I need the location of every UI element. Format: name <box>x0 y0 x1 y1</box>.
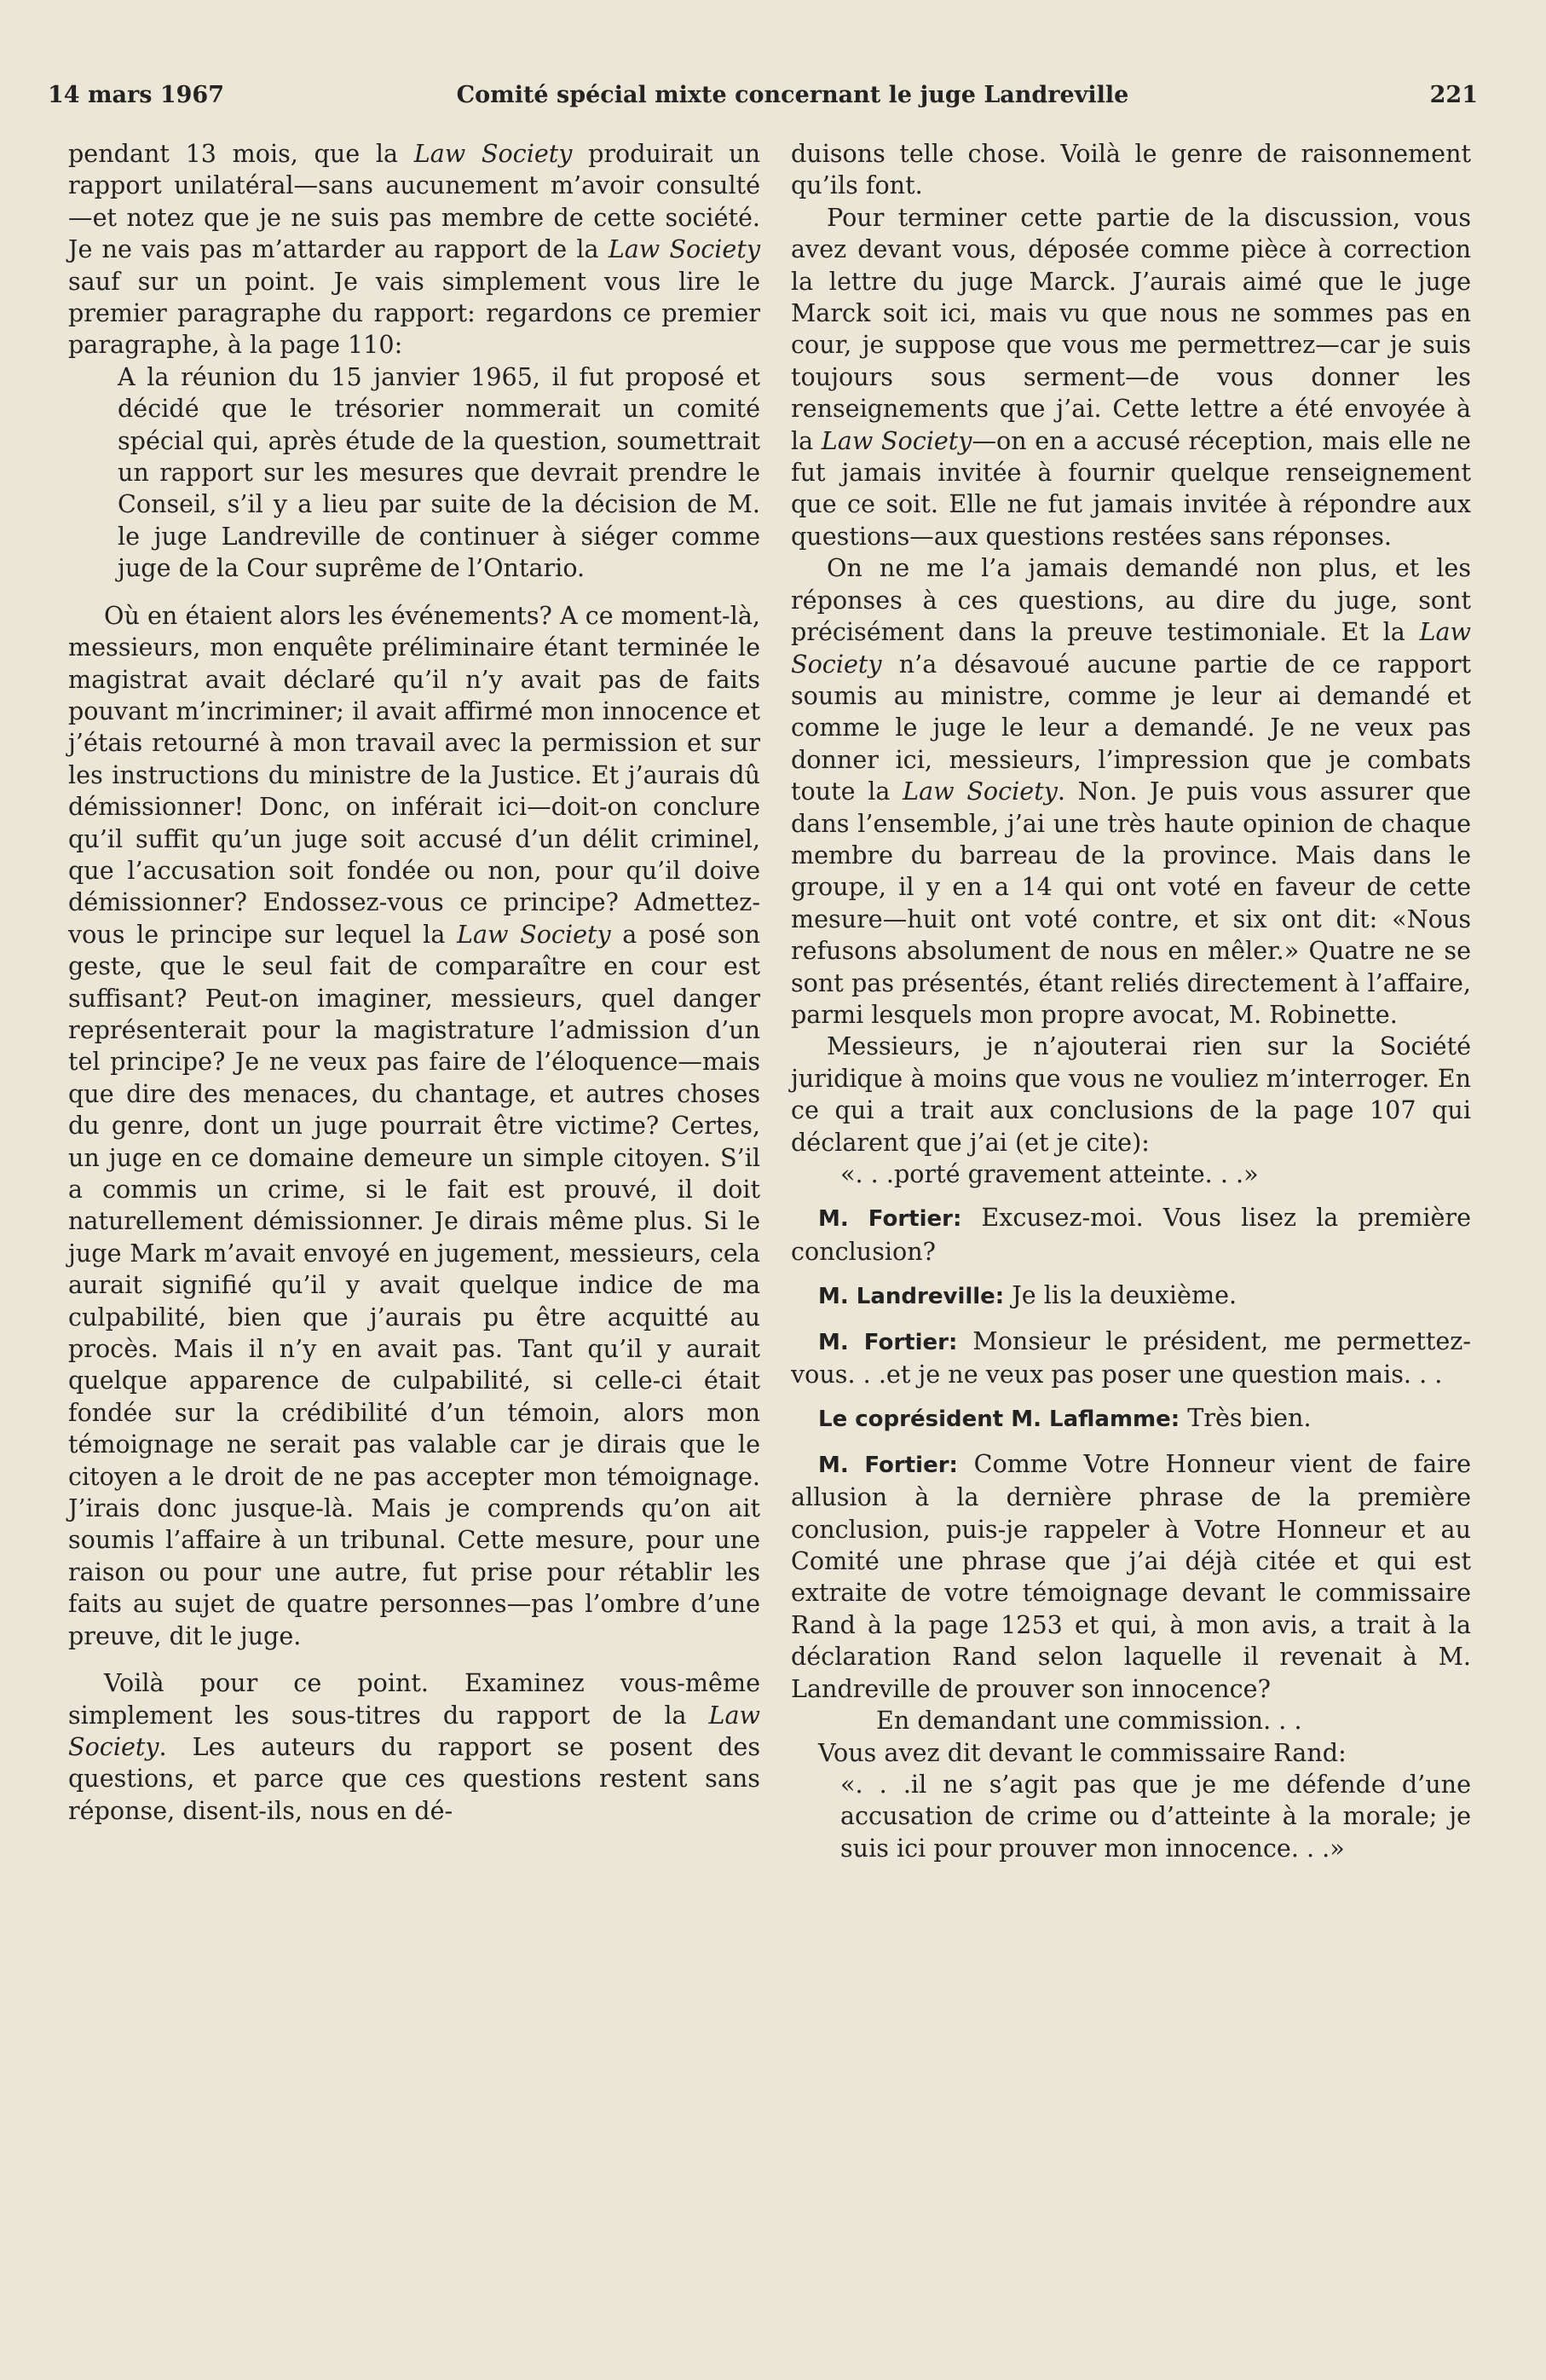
paragraph: Pour terminer cette partie de la discussion, vous avez devant vous, déposée comme pièce à correction la lettre du juge Marck. J’aurais aimé que le juge Marck soit ici, mais vu que nous ne sommes pas en cour, je suppose que vous me permettrez—car je suis toujours sous serment—de vous donner les renseignements que j’ai. Cette lettre a été envoyée à la Law Society—on en a accusé réception, mais elle ne fut jamais invitée à fournir quelque renseignement que ce soit. Elle ne fut jamais invitée à répondre aux questions—aux questions restées sans réponses. <box>791 202 1471 551</box>
block-quote: «. . .porté gravement atteinte. . .» <box>840 1159 1259 1188</box>
block-quote: «. . .il ne s’agit pas que je me défende d’une accusation de crime ou d’atteinte à la morale; je suis ici pour prouver mon innocence. . .» <box>840 1769 1471 1863</box>
speaker-name: M. Fortier: <box>818 1206 962 1233</box>
speaker-name: M. Fortier: <box>818 1452 958 1478</box>
paragraph: Où en étaient alors les événements? A ce moment-là, messieurs, mon enquête préliminaire étant terminée le magistrat avait déclaré qu’il n’y avait pas de faits pouvant m’incriminer; il avait affirmé mon innocence et j’étais retourné à mon travail avec la permission et sur les instructions du ministre de la Justice. Et j’aurais dû démissionner! Donc, on inférait ici—doit-on conclure qu’il suffit qu’un juge soit accusé d’un délit criminel, que l’accusation soit fondée ou non, pour qu’il doive démissionner? Endossez-vous ce principe? Admettez-vous le principe sur lequel la Law Society a posé son geste, que le seul fait de comparaître en cour est suffisant? Peut-on imaginer, messieurs, quel danger représenterait pour la magistrature l’admission d’un tel principe? Je ne veux pas faire de l’éloquence—mais que dire des menaces, du chantage, et autres choses du genre, dont un juge pourrait être victime? Certes, un juge en ce domaine demeure un simple citoyen. S’il a commis un crime, si le fait est prouvé, il doit naturellement démissionner. Je dirais même plus. Si le juge Mark m’avait envoyé en jugement, messieurs, cela aurait signifié qu’il y avait quelque indice de ma culpabilité, bien que j’aurais pu être acquitté au procès. Mais il n’y en avait pas. Tant qu’il y aurait quelque apparence de culpabilité, si celle-ci était fondée sur la crédibilité d’un témoin, alors mon témoignage ne serait pas valable car je dirais que le citoyen a le droit de ne pas accepter mon témoignage. J’irais donc jusque-là. Mais je comprends qu’on ait soumis l’affaire à un tribunal. Cette mesure, pour une raison ou pour une autre, fut prise pour rétablir les faits au sujet de quatre personnes—pas l’ombre d’une preuve, dit le juge. <box>68 600 761 1650</box>
paragraph: Voilà pour ce point. Examinez vous-même simplement les sous-titres du rapport de la Law Society. Les auteurs du rapport se posent des questions, et parce que ces questions restent sans réponse, disent-ils, nous en dé- <box>68 1668 760 1825</box>
speech-laflamme: Le coprésident M. Laflamme: Très bien. <box>818 1403 1312 1433</box>
right-column <box>791 138 1471 1864</box>
speech-fortier-3: M. Fortier: Comme Votre Honneur vient de faire allusion à la dernière phrase de la première conclusion, puis-je rappeler à Votre Honneur et au Comité une phrase que j’ai déjà citée et qui est extraite de votre témoignage devant le commissaire Rand à la page 1253 et qui, à mon avis, a trait à la déclaration Rand selon laquelle il revenait à M. Landreville de prouver son innocence? <box>791 1448 1472 1703</box>
speech-landreville: M. Landreville: Je lis la deuxième. <box>818 1280 1237 1310</box>
paragraph: pendant 13 mois, que la Law Society produirait un rapport unilatéral—sans aucunement m’avoir consulté—et notez que je ne suis pas membre de cette société. Je ne vais pas m’attarder au rapport de la Law Society sauf sur un point. Je vais simplement vous lire le premier paragraphe du rapport: regardons ce premier paragraphe, à la page 110: <box>68 139 760 360</box>
speaker-name: Le coprésident M. Laflamme: <box>818 1407 1180 1433</box>
page-number: 221 <box>1429 82 1478 108</box>
paragraph: Messieurs, je n’ajouterai rien sur la Société juridique à moins que vous ne vouliez m’interroger. En ce qui a trait aux conclusions de la page 107 qui déclarent que j’ai (et je cite): <box>791 1031 1471 1157</box>
page-header <box>48 82 1478 116</box>
block-quote: A la réunion du 15 janvier 1965, il fut proposé et décidé que le trésorier nommerait un comité spécial qui, après étude de la question, soumettrait un rapport sur les mesures que devrait prendre le Conseil, s’il y a lieu par suite de la décision de M. le juge Landreville de continuer à siéger comme juge de la Cour suprême de l’Ontario. <box>118 361 760 583</box>
speaker-name: M. Fortier: <box>818 1329 958 1355</box>
speech-fortier-1: M. Fortier: Excusez-moi. Vous lisez la première conclusion? <box>791 1203 1471 1266</box>
quoted-line: En demandant une commission. . . <box>876 1706 1302 1736</box>
header-title: Comité spécial mixte concernant le juge Landreville <box>456 82 1129 108</box>
speech-fortier-2: M. Fortier: Monsieur le président, me permettez-vous. . .et je ne veux pas poser une question mais. . . <box>791 1326 1471 1389</box>
left-column <box>68 138 760 1827</box>
paragraph: Vous avez dit devant le commissaire Rand: <box>818 1737 1347 1767</box>
header-date: 14 mars 1967 <box>48 82 225 108</box>
speaker-name: M. Landreville: <box>818 1284 1005 1310</box>
paragraph: On ne me l’a jamais demandé non plus, et les réponses à ces questions, au dire du juge, sont précisément dans la preuve testimoniale. Et la Law Society n’a désavoué aucune partie de ce rapport soumis au ministre, comme je leur ai demandé et comme le juge le leur a demandé. Je ne veux pas donner ici, messieurs, l’impression que je combats toute la Law Society. Non. Je puis vous assurer que dans l’ensemble, j’ai une très haute opinion de chaque membre du barreau de la province. Mais dans le groupe, il y en a 14 qui ont voté en faveur de cette mesure—huit ont voté contre, et six ont dit: «Nous refusons absolument de nous en mêler.» Quatre ne se sont pas présentés, étant reliés directement à l’affaire, parmi lesquels mon propre avocat, M. Robinette. <box>791 553 1471 1029</box>
paragraph: duisons telle chose. Voilà le genre de raisonnement qu’ils font. <box>791 139 1471 200</box>
